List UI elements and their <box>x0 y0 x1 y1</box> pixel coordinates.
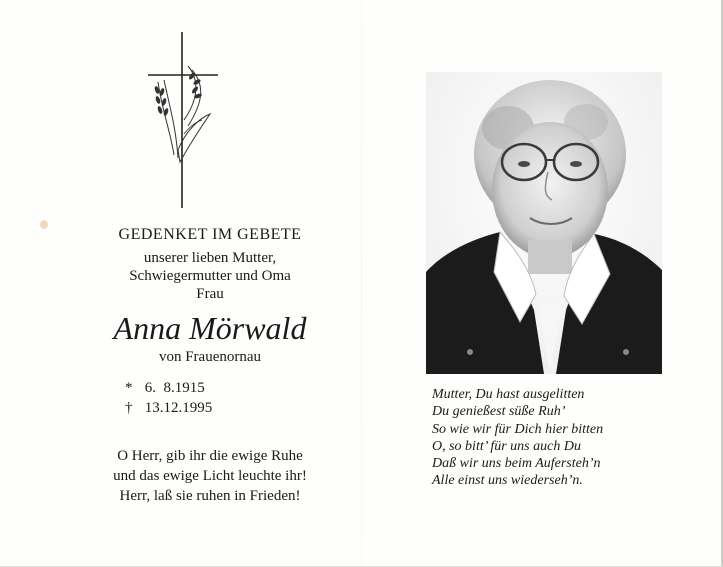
poem <box>432 386 603 490</box>
cross-with-wheat-icon <box>140 30 230 210</box>
origin: von Frauenornau <box>158 349 262 365</box>
intro-line: Frau <box>196 286 224 302</box>
prayer-line: und das ewige Licht leuchte ihr! <box>113 468 307 484</box>
poem-line: Du genießest süße Ruh’ <box>432 404 566 420</box>
portrait-photo <box>426 72 662 374</box>
poem-line: Alle einst uns wiederseh’n. <box>432 473 583 489</box>
heading: GEDENKET IM GEBETE <box>118 226 302 243</box>
card-fold <box>361 0 362 567</box>
birth-date-row <box>125 378 212 398</box>
birth-symbol: * <box>125 380 133 396</box>
poem-line: Daß wir uns beim Aufersteh’n <box>432 456 601 472</box>
death-date-row <box>125 398 212 418</box>
deceased-name: Anna Mörwald <box>113 310 307 346</box>
prayer-line: O Herr, gib ihr die ewige Ruhe <box>117 448 303 464</box>
prayer-line: Herr, laß sie ruhen in Frieden! <box>119 488 301 504</box>
birth-date: 6. 8.1915 <box>144 380 205 396</box>
death-symbol: † <box>125 400 133 416</box>
poem-line: So wie wir für Dich hier bitten <box>432 421 604 437</box>
intro-line: unserer lieben Mutter, <box>143 250 277 266</box>
poem-line: O, so bitt’ für uns auch Du <box>432 438 581 454</box>
death-date: 13.12.1995 <box>144 400 213 416</box>
intro-line: Schwiegermutter und Oma <box>129 268 291 284</box>
stain-spot <box>40 220 48 229</box>
poem-line: Mutter, Du hast ausgelitten <box>432 387 585 402</box>
prayer <box>60 446 360 506</box>
dates <box>125 378 212 418</box>
